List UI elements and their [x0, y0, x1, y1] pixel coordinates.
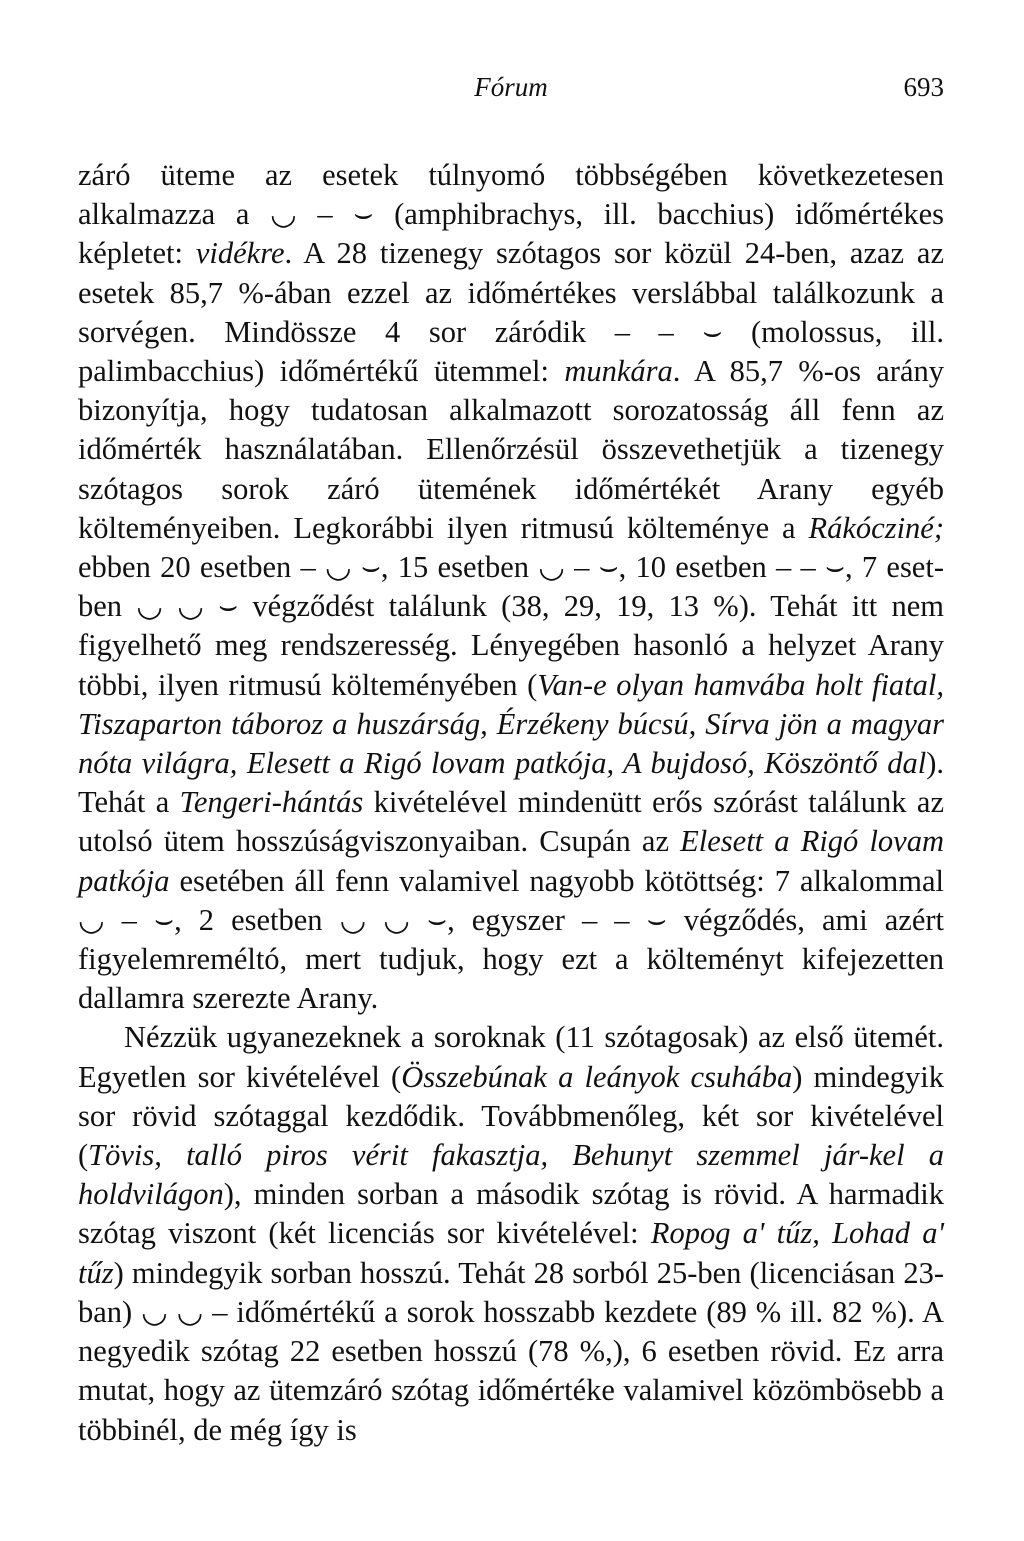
italic-run: Tengeri-hántás	[179, 785, 364, 820]
text-run: ) mindegyik sorban hosszú. Tehát 28 sorból 25-ben (licenciásan 23-ban) ◡ ◡ – időmértékű a sorok hosszabb kezdete (89 % ill. 82 %). A negyedik szótag 22 esetben hosszú (78 %,), 6 esetben rövid. Ez arra mutat, hogy az ütemzáró szótag időmértéke valamivel közömbösebb a többinél, de még így is	[78, 1255, 944, 1447]
text-run: Nézzük ugyanezeknek a soroknak (11 szótagosak) az első ütemét. Egyetlen sor kivételével (	[78, 1020, 944, 1094]
italic-run: Összebúnak a leányok csuhába	[401, 1059, 793, 1094]
text-run: ebben 20 esetben – ◡ ⌣, 15 esetben ◡ – ⌣, 10 esetben – – ⌣, 7 esetben ◡ ◡ ⌣ végződést találunk (38, 29, 19, 13 %). Tehát itt nem figyelhető meg rendszeresség. Lényegében hasonló a helyzet Arany többi, ilyen ritmusú költeményében (	[78, 550, 944, 702]
text-run: ) mindegyik sor rövid szótaggal kezdődik. Továbbmenőleg, két sor kivételével (	[78, 1059, 945, 1173]
italic-run: vidékre	[195, 236, 285, 271]
text-run: ). Tehát a	[78, 746, 944, 820]
italic-run: Ropog a' tűz, Lohad a' tűz	[78, 1216, 944, 1290]
paragraph-1	[78, 156, 944, 1018]
paragraph-2	[78, 1018, 944, 1449]
page-body	[78, 156, 944, 1450]
text-run: kivételével mindenütt erős szórást találunk az utolsó ütem hosszúságviszonyaiban. Csupán az	[78, 785, 944, 859]
italic-run: Elesett a Rigó lovam patkója	[78, 824, 944, 898]
text-run: . A 28 tizenegy szótagos sor közül 24-ben, azaz az esetek 85,7 %-ában ezzel az időmértékes verslábbal találkozunk a sorvégen. Mindössze 4 sor záródik – – ⌣ (molossus, ill. palimbacchius) időmértékű ütemmel:	[78, 236, 944, 389]
text-run: záró üteme az esetek túlnyomó többségében következetesen alkalmazza a ◡ – ⌣ (amphibrachys, ill. bacchius) időmértékes képletet:	[78, 158, 944, 271]
italic-run: Rákócziné;	[808, 510, 944, 545]
text-run: ), minden sorban a második szótag is rövid. A harmadik szótag viszont (két licenciás sor kivételével:	[78, 1177, 944, 1251]
page-header	[78, 72, 944, 112]
page-number: 693	[903, 72, 944, 102]
italic-run: munkára	[564, 354, 673, 389]
italic-run: Van-e olyan hamvába holt fiatal, Tiszaparton táboroz a huszárság, Érzékeny búcsú, Sírva jön a magyar nóta világra, Elesett a Rigó lovam patkója, A bujdosó, Köszöntő dal	[78, 667, 944, 781]
text-run: esetében áll fenn valamivel nagyobb kötöttség: 7 alkalommal ◡ – ⌣, 2 esetben ◡ ◡ ⌣, egyszer – – ⌣ végződés, ami azért figyelemreméltó, mert tudjuk, hogy ezt a költeményt kifejezetten dallamra szerezte Arany.	[78, 863, 944, 1016]
italic-run: Tövis, talló piros vérit fakasztja, Behunyt szemmel jár-kel a holdvilágon	[78, 1138, 944, 1212]
text-run: . A 85,7 %-os arány bizonyítja, hogy tudatosan alkalmazott sorozatosság áll fenn az időmérték használatában. Ellenőrzésül összevethetjük a tizenegy szótagos sorok záró ütemének időmértékét Arany egyéb költeményeiben. Legkorábbi ilyen ritmusú költeménye a	[78, 354, 945, 545]
running-title: Fórum	[474, 72, 548, 102]
